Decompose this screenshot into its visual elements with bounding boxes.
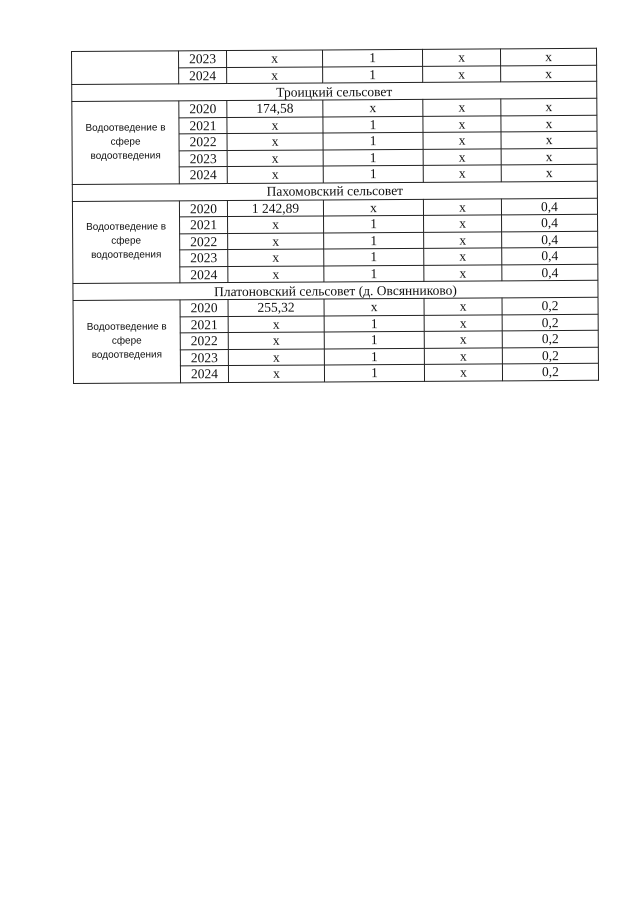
label-cell-empty [72,51,179,85]
value-cell: х [422,49,500,66]
value-cell: х [501,115,597,132]
value-cell: 1 [324,364,424,381]
year-cell: 2022 [180,333,228,350]
year-cell: 2022 [179,134,227,151]
value-cell: 1 [323,116,423,133]
value-cell: 1 [323,165,423,182]
value-cell: 0,2 [502,347,598,364]
value-cell: х [228,332,324,349]
value-cell: х [227,116,323,133]
value-cell: х [424,347,502,364]
value-cell: 0,2 [502,297,598,314]
year-cell: 2024 [180,366,228,383]
value-cell: х [228,216,324,233]
value-cell: х [228,249,324,266]
section-title: Пахомовский сельсовет [72,181,597,201]
value-cell: х [227,50,323,67]
year-cell: 2021 [180,217,228,234]
value-cell: 0,2 [502,330,598,347]
value-cell: 1 [323,132,423,149]
value-cell: х [423,198,501,215]
value-cell: х [227,166,323,183]
document-page [71,48,598,384]
value-cell: х [228,265,324,282]
value-cell: 1 242,89 [227,199,323,216]
section-title: Троицкий сельсовет [72,81,597,101]
value-cell: х [228,315,324,332]
value-cell: х [423,132,501,149]
value-cell: х [423,65,501,82]
value-cell: х [424,231,502,248]
value-cell: 1 [323,66,423,83]
value-cell: 1 [323,149,423,166]
value-cell: 1 [324,215,424,232]
value-cell: 1 [322,49,422,66]
value-cell: 0,4 [502,231,598,248]
value-cell: 0,4 [501,198,597,215]
year-cell: 2021 [180,316,228,333]
value-cell: 0,2 [502,314,598,331]
value-cell: 0,4 [502,214,598,231]
section-title: Платоновский сельсовет (д. Овсянниково) [73,280,598,300]
year-cell: 2023 [180,250,228,267]
table-body [72,48,599,383]
value-cell: х [423,99,501,116]
value-cell: 1 [324,331,424,348]
value-cell: х [424,215,502,232]
value-cell: х [501,148,597,165]
value-cell: 1 [324,232,424,249]
value-cell: х [227,66,323,83]
value-cell: 1 [324,348,424,365]
year-cell: 2024 [180,266,228,283]
value-cell: х [424,314,502,331]
value-cell: х [501,65,597,82]
value-cell: х [424,364,502,381]
year-cell: 2022 [180,233,228,250]
value-cell: х [424,331,502,348]
year-cell: 2020 [179,101,227,118]
year-cell: 2024 [179,167,227,184]
value-cell: х [500,48,596,65]
year-cell: 2023 [179,150,227,167]
value-cell: х [424,248,502,265]
value-cell: х [323,99,423,116]
service-label: Водоотведение в сфере водоотведения [72,200,180,283]
tariff-table [71,48,599,384]
value-cell: х [227,133,323,150]
value-cell: х [423,115,501,132]
value-cell: 1 [324,315,424,332]
value-cell: 0,4 [502,247,598,264]
value-cell: х [228,232,324,249]
value-cell: 255,32 [228,299,324,316]
year-cell: 2024 [179,67,227,84]
value-cell: х [323,199,423,216]
year-cell: 2020 [180,300,228,317]
value-cell: х [423,148,501,165]
value-cell: 174,58 [227,100,323,117]
value-cell: 1 [324,265,424,282]
value-cell: 1 [324,248,424,265]
value-cell: х [424,264,502,281]
value-cell: х [424,298,502,315]
service-label: Водоотведение в сфере водоотведения [73,300,181,383]
year-cell: 2023 [180,349,228,366]
value-cell: х [501,131,597,148]
value-cell: 0,4 [502,264,598,281]
value-cell: х [228,365,324,382]
value-cell: х [228,348,324,365]
value-cell: х [423,165,501,182]
year-cell: 2023 [179,51,227,68]
service-label: Водоотведение в сфере водоотведения [72,101,180,184]
value-cell: 0,2 [502,363,598,380]
value-cell: х [324,298,424,315]
year-cell: 2021 [179,117,227,134]
year-cell: 2020 [179,200,227,217]
value-cell: х [501,164,597,181]
value-cell: х [501,98,597,115]
value-cell: х [227,149,323,166]
